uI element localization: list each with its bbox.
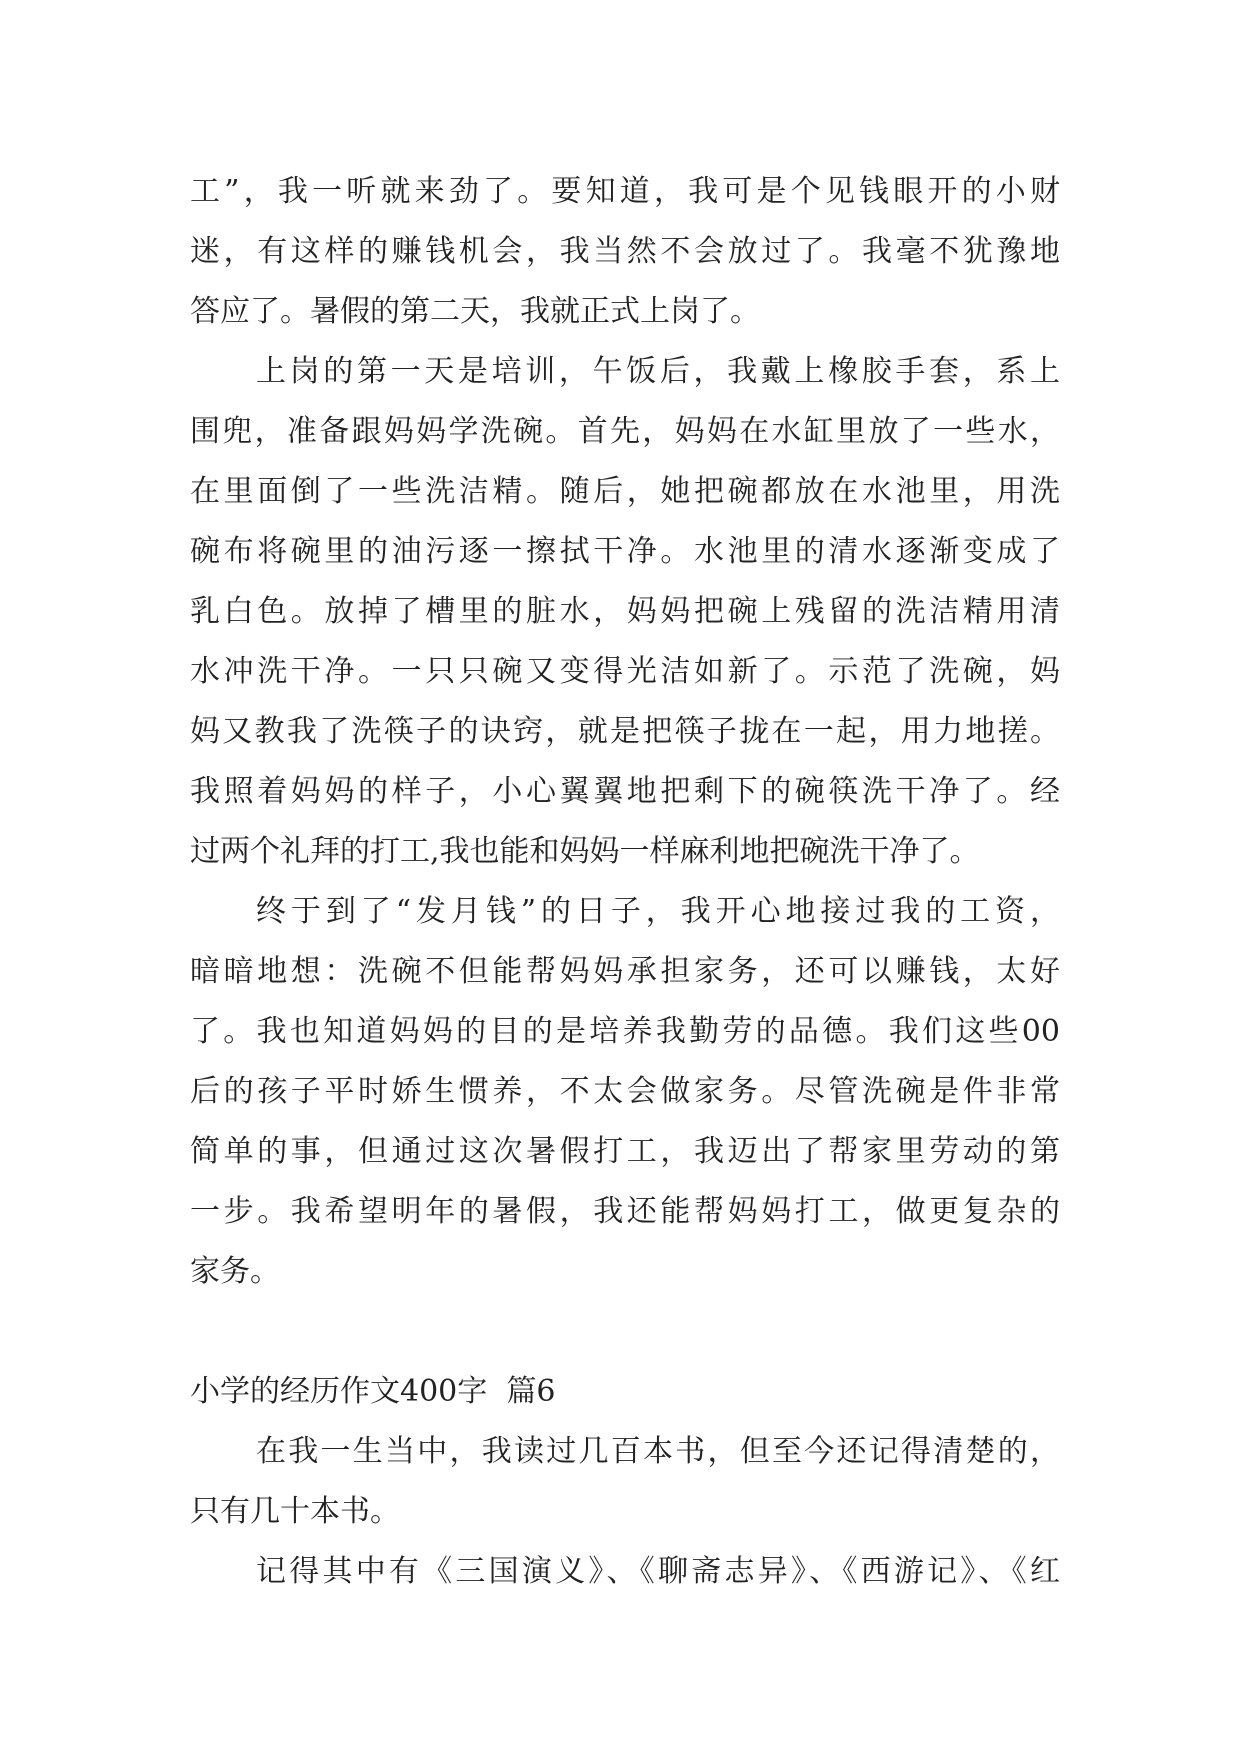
text-line: 暗暗地想：洗碗不但能帮妈妈承担家务，还可以赚钱，太好 — [190, 954, 1060, 989]
text-line: 妈又教我了洗筷子的诀窍，就是把筷子拢在一起，用力地搓。 — [190, 714, 1060, 749]
paragraph — [190, 1422, 1060, 1542]
paragraph — [190, 162, 1060, 342]
text-line: 围兜，准备跟妈妈学洗碗。首先，妈妈在水缸里放了一些水， — [190, 414, 1060, 449]
text-line: 水冲洗干净。一只只碗又变得光洁如新了。示范了洗碗，妈 — [190, 654, 1060, 689]
text-line: 在里面倒了一些洗洁精。随后，她把碗都放在水池里，用洗 — [190, 474, 1060, 509]
text-line: 家务。 — [190, 1254, 280, 1289]
text-line: 过两个礼拜的打工,我也能和妈妈一样麻利地把碗洗干净了。 — [190, 834, 980, 869]
text-line: 只有几十本书。 — [190, 1494, 400, 1529]
text-line: 一步。我希望明年的暑假，我还能帮妈妈打工，做更复杂的 — [190, 1194, 1060, 1229]
text-line: 我照着妈妈的样子，小心翼翼地把剩下的碗筷洗干净了。经 — [190, 774, 1060, 809]
text-line: 工”，我一听就来劲了。要知道，我可是个见钱眼开的小财 — [190, 174, 1060, 209]
text-line: 碗布将碗里的油污逐一擦拭干净。水池里的清水逐渐变成了 — [190, 534, 1060, 569]
document-body — [190, 162, 1060, 1602]
text-line: 记得其中有《三国演义》、《聊斋志异》、《西游记》、《红 — [256, 1554, 1060, 1589]
text-line: 在我一生当中，我读过几百本书，但至今还记得清楚的， — [256, 1434, 1060, 1469]
paragraph — [190, 882, 1060, 1302]
text-line: 了。我也知道妈妈的目的是培养我勤劳的品德。我们这些00 — [190, 1014, 1060, 1049]
text-line: 答应了。暑假的第二天，我就正式上岗了。 — [190, 294, 760, 329]
section-spacer — [190, 1302, 1060, 1362]
section-heading: 小学的经历作文400字 篇6 — [190, 1374, 556, 1409]
text-line: 简单的事，但通过这次暑假打工，我迈出了帮家里劳动的第 — [190, 1134, 1060, 1169]
text-line: 乳白色。放掉了槽里的脏水，妈妈把碗上残留的洗洁精用清 — [190, 594, 1060, 629]
text-line: 后的孩子平时娇生惯养，不太会做家务。尽管洗碗是件非常 — [190, 1074, 1060, 1109]
paragraph — [190, 342, 1060, 882]
text-line: 终于到了“发月钱”的日子，我开心地接过我的工资， — [256, 894, 1060, 929]
paragraph — [190, 1542, 1060, 1602]
text-line: 迷，有这样的赚钱机会，我当然不会放过了。我毫不犹豫地 — [190, 234, 1060, 269]
text-line: 上岗的第一天是培训，午饭后，我戴上橡胶手套，系上 — [256, 354, 1060, 389]
